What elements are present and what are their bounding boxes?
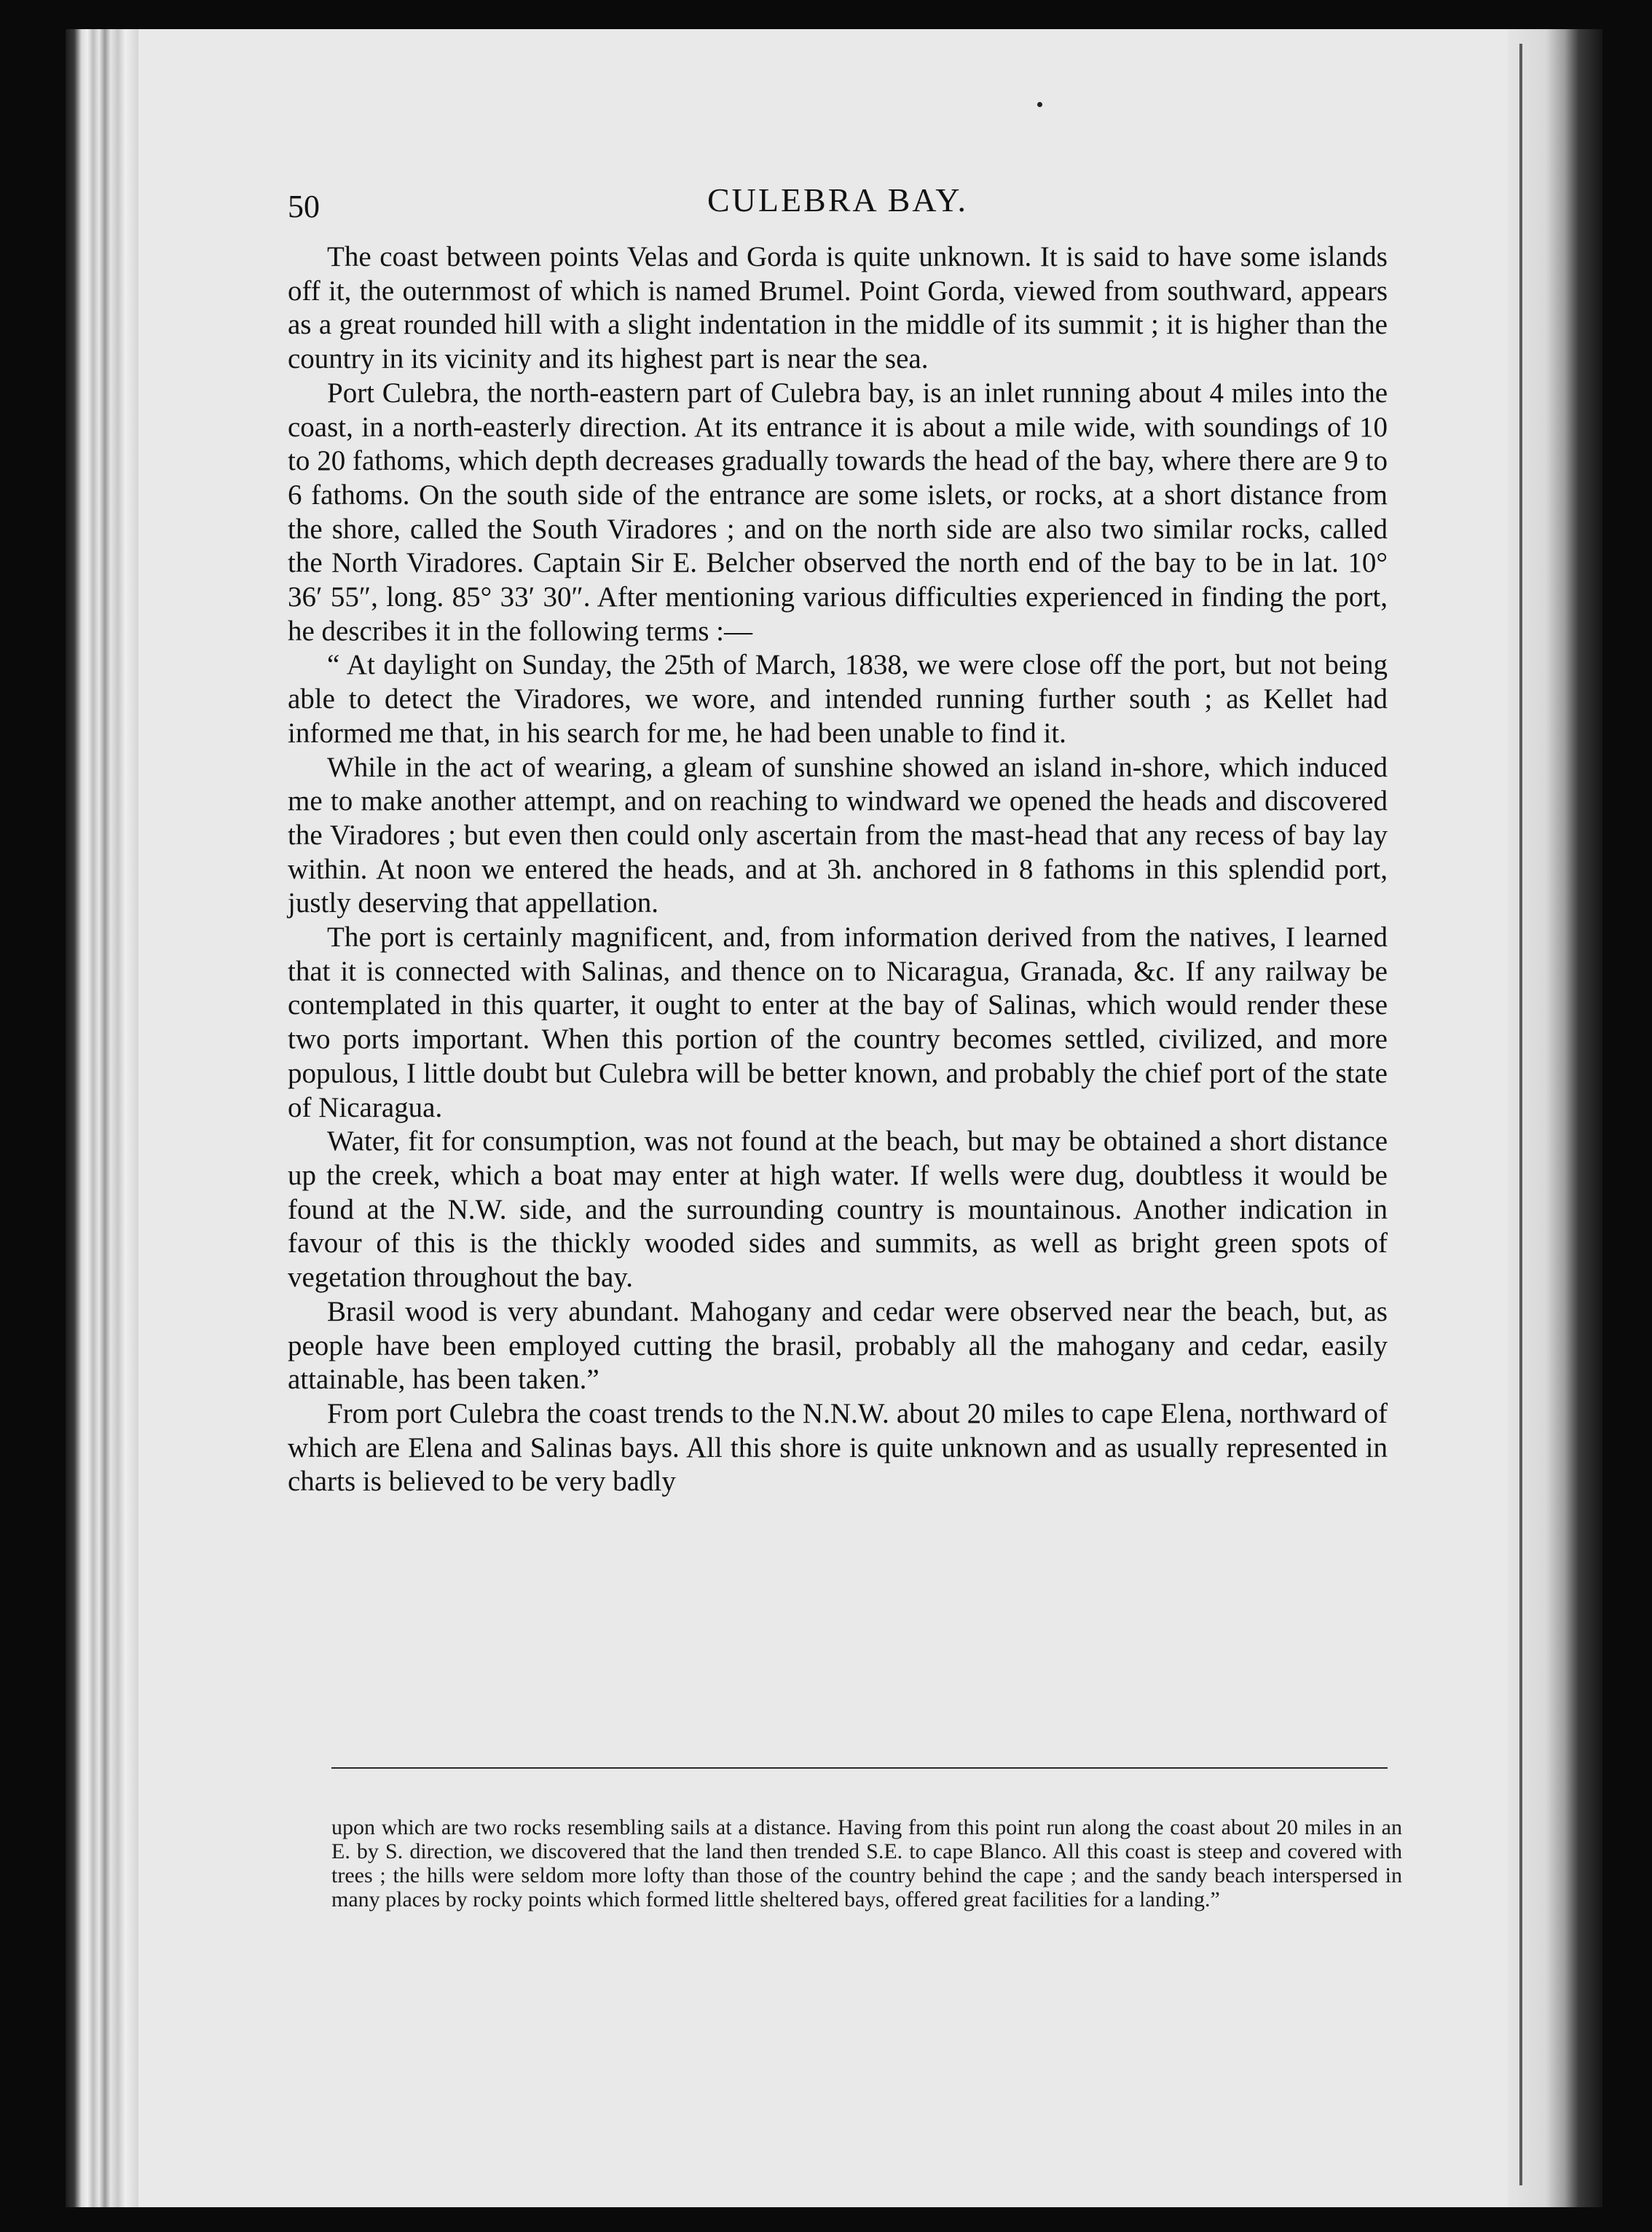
footnote-text: upon which are two rocks resembling sails at a distance. Having from this point run along the coast about 20 miles in an E. by S. direction, we discovered that the land then trended S.E. to cape Blanco. All this coast is steep and covered with trees ; the hills were seldom more lofty than those of the country behind the cape ; and the sandy beach interspersed in many places by rocky points which formed little sheltered bays, offered great facilities for a landing.”: [331, 1815, 1402, 1911]
page-right-gutter-line: [1519, 44, 1522, 2185]
page-number: 50: [288, 189, 320, 224]
paragraph-belcher-port-magnificent: The port is certainly magnificent, and, from information derived from the natives, I learned that it is connected with Salinas, and thence on to Nicaragua, Granada, &c. If any railway be contemplated in this quarter, it ought to enter at the bay of Salinas, which would render these two ports important. When this portion of the country becomes settled, civilized, and more populous, I little doubt but Culebra will be better known, and probably the chief port of the state of Nicaragua.: [288, 922, 1388, 1123]
page-text-area: [288, 175, 1388, 1499]
paragraph-port-culebra: Port Culebra, the north-eastern part of Culebra bay, is an inlet running about 4 miles into the coast, in a north-easterly direction. At its entrance it is about a mile wide, with soundings of 10 to 20 fathoms, which depth decreases gradually towards the head of the bay, where there are 9 to 6 fathoms. On the south side of the entrance are some islets, or rocks, at a short distance from the shore, called the South Viradores ; and on the north side are also two similar rocks, called the North Viradores. Captain Sir E. Belcher observed the north end of the bay to be in lat. 10° 36′ 55″, long. 85° 33′ 30″. After mentioning various difficulties experienced in finding the port, he describes it in the following terms :—: [288, 377, 1388, 647]
running-head: CULEBRA BAY.: [707, 181, 969, 219]
ink-speck: [1037, 102, 1042, 107]
book-spine-edge: [66, 29, 138, 2207]
paragraph-coast-to-cape-elena: From port Culebra the coast trends to the N.N.W. about 20 miles to cape Elena, northward of which are Elena and Salinas bays. All this shore is quite unknown and as usually represented in charts is believed to be very badly: [288, 1397, 1388, 1498]
paragraph-belcher-brasil-wood: Brasil wood is very abundant. Mahogany and cedar were observed near the beach, but, as people have been employed cutting the brasil, probably all the mahogany and cedar, easily attainable, has been taken.”: [288, 1295, 1388, 1396]
paragraph-belcher-daylight: “ At daylight on Sunday, the 25th of March, 1838, we were close off the port, but not being able to detect the Viradores, we wore, and intended running further south ; as Kellet had informed me that, in his search for me, he had been unable to find it.: [288, 649, 1388, 749]
page-header: [288, 175, 1388, 233]
paragraph-belcher-water: Water, fit for consumption, was not found at the beach, but may be obtained a short distance up the creek, which a boat may enter at high water. If wells were dug, doubtless it would be found at the N.W. side, and the surrounding country is mountainous. Another indication in favour of this is the thickly wooded sides and summits, as well as bright green spots of vegetation throughout the bay.: [288, 1125, 1388, 1294]
paragraph-coast-velas-gorda: The coast between points Velas and Gorda is quite unknown. It is said to have some islands off it, the outernmost of which is named Brumel. Point Gorda, viewed from southward, appears as a great rounded hill with a slight indentation in the middle of its summit ; it is higher than the country in its vicinity and its highest part is near the sea.: [288, 241, 1388, 375]
footnote-rule: [331, 1767, 1388, 1769]
paragraph-belcher-wearing: While in the act of wearing, a gleam of sunshine showed an island in-shore, which induced me to make another attempt, and on reaching to windward we opened the heads and discovered the Viradores ; but even then could only ascertain from the mast-head that any recess of bay lay within. At noon we entered the heads, and at 3h. anchored in 8 fathoms in this splendid port, justly deserving that appellation.: [288, 751, 1388, 919]
